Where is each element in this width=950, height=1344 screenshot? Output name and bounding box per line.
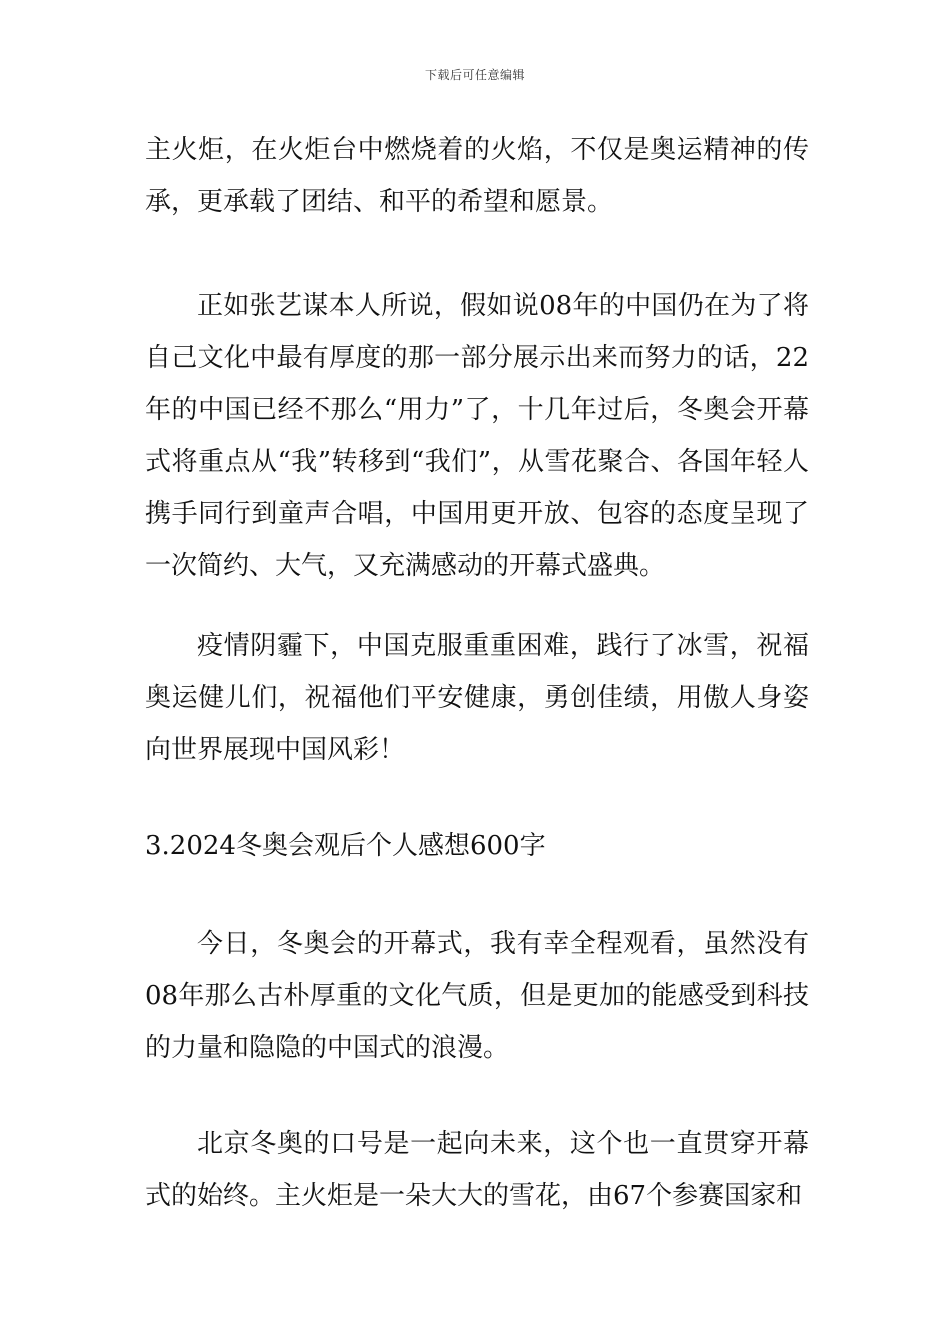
paragraph-pandemic: 疫情阴霾下，中国克服重重困难，践行了冰雪，祝福奥运健儿们，祝福他们平安健康，勇创佳绩，用傲人身姿向世界展现中国风彩！ [145,631,809,765]
paragraph-torch: 主火炬，在火炬台中燃烧着的火焰，不仅是奥运精神的传承，更承载了团结、和平的希望和愿景。 [145,135,809,217]
paragraph-opening-ceremony: 今日，冬奥会的开幕式，我有幸全程观看，虽然没有08年那么古朴厚重的文化气质，但是更加的能感受到科技的力量和隐隐的中国式的浪漫。 [145,929,809,1063]
paragraph-zhang-yimou: 正如张艺谋本人所说，假如说08年的中国仍在为了将自己文化中最有厚度的那一部分展示出来而努力的话，22年的中国已经不那么“用力”了，十几年过后，冬奥会开幕式将重点从“我”转移到“我们”，从雪花聚合、各国年轻人携手同行到童声合唱，中国用更开放、包容的态度呈现了一次简约、大气，又充满感动的开幕式盛典。 [145,291,809,581]
page-header-note: 下载后可任意编辑 [424,68,525,82]
section-heading: 3.2024冬奥会观后个人感想600字 [145,831,546,861]
paragraph-slogan: 北京冬奥的口号是一起向未来，这个也一直贯穿开幕式的始终。主火炬是一朵大大的雪花，由67个参赛国家和 [145,1129,809,1211]
